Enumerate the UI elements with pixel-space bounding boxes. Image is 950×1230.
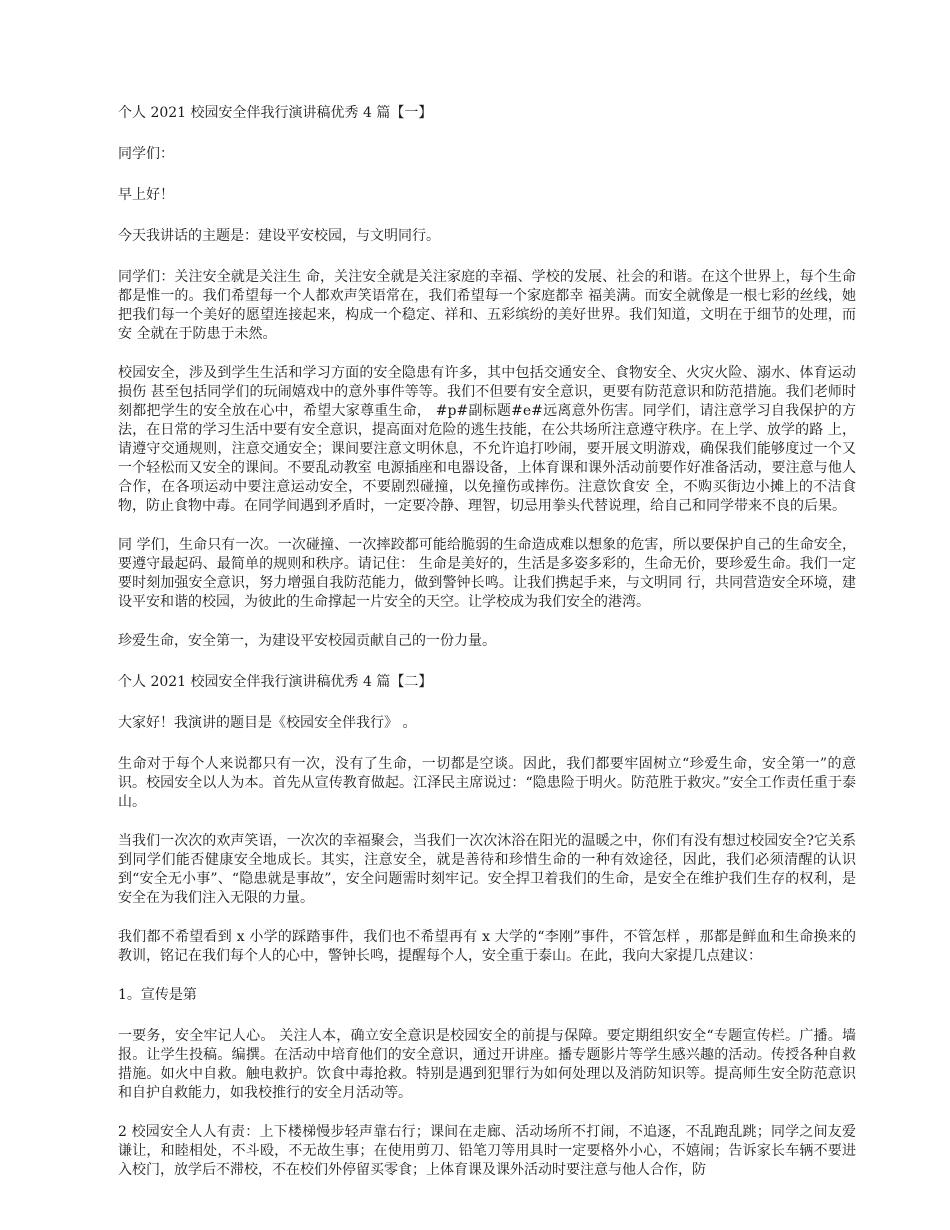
list-item-heading: 1。宣传是第	[118, 987, 197, 1003]
body-paragraph: 当我们一次次的欢声笑语，一次次的幸福聚会，当我们一次次沐浴在阳光的温暖之中，你们有没有想过校园安全?它关系到同学们能否健康安全地成长。其实，注意安全，就是善待和珍惜生命的一种有效途径，因此，我们必须清醒的认识到“安全无小事”、“隐患就是事故”，安全问题需时刻牢记。安全捍卫着我们的生命，是安全在维护我们生存的权利，是安全在为我们注入无限的力量。	[118, 833, 856, 906]
body-paragraph: 同学们：关注安全就是关注生 命，关注安全就是关注家庭的幸福、学校的发展、社会的和谐。在这个世界上，每个生命都是惟一的。我们希望每一个人都欢声笑语常在，我们希望每一个家庭都幸 福美满。而安全就像是一根七彩的丝线，她把我们每一个美好的愿望连接起来，构成一个稳定、祥和、五彩缤纷的美好世界。我们知道，文明在于细节的处理，而安 全就在于防患于未然。	[118, 269, 856, 342]
body-paragraph: 校园安全，涉及到学生生活和学习方面的安全隐患有许多，其中包括交通安全、食物安全、火灾火险、溺水、体育运动损伤 甚至包括同学们的玩闹嬉戏中的意外事件等等。我们不但要有安全意识，更要有防范意识和防范措施。我们老师时刻都把学生的安全放在心中，希望大家尊重生命， #p#副标题#e#远离意外伤害。同学们，请注意学习自我保护的方法，在日常的学习生活中要有安全意识，提高面对危险的逃生技能，在公共场所注意遵守秩序。在上学、放学的路 上，请遵守交通规则，注意交通安全；课间要注意文明休息，不允许追打吵闹，要开展文明游戏，确保我们能够度过一个又一个轻松而又安全的课间。不要乱动教室 电源插座和电器设备，上体育课和课外活动前要作好准备活动，要注意与他人合作，在各项运动中要注意运动安全，不要剧烈碰撞，以免撞伤或摔伤。注意饮食安 全，不购买街边小摊上的不洁食物，防止食物中毒。在同学间遇到矛盾时，一定要冷静、理智，切忌用拳头代替说理，给自己和同学带来不良的后果。	[118, 365, 856, 514]
closing-paragraph: 珍爱生命，安全第一，为建设平安校园贡献自己的一份力量。	[118, 633, 496, 649]
body-paragraph: 一要务，安全牢记人心。 关注人本，确立安全意识是校园安全的前提与保障。要定期组织安全“专题宣传栏。广播。墙报。让学生投稿。编撰。在活动中培育他们的安全意识，通过开讲座。播专题影片等学生感兴趣的活动。传授各种自救措施。如火中自救。触电救护。饮食中毒抢救。特别是遇到犯罪行为如何处理以及消防知识等。提高师生安全防范意识和自护自救能力，如我校推行的安全月活动等。	[118, 1028, 856, 1101]
body-paragraph: 我们都不希望看到 x 小学的踩踏事件，我们也不希望再有 x 大学的“李刚”事件，不管怎样 ，那都是鲜血和生命换来的教训，铭记在我们每个人的心中，警钟长鸣，提醒每个人，安全重于泰山。在此，我向大家提几点建议：	[118, 929, 856, 964]
intro-paragraph: 大家好！我演讲的题目是《校园安全伴我行》 。	[118, 715, 417, 731]
body-paragraph: 2 校园安全人人有责：上下楼梯慢步轻声靠右行；课间在走廊、活动场所不打闹，不追逐，不乱跑乱跳；同学之间友爱谦让，和睦相处，不斗殴，不无故生事；在使用剪刀、铅笔刀等用具时一定要格外小心，不嬉闹；告诉家长车辆不要进入校门，放学后不滞校，不在校们外停留买零食；上体育课及课外活动时要注意与他人合作，防	[118, 1124, 856, 1178]
body-paragraph: 生命对于每个人来说都只有一次，没有了生命，一切都是空谈。因此，我们都要牢固树立“珍爱生命，安全第一”的意识。校园安全以人为本。首先从宣传教育做起。江泽民主席说过：“隐患险于明火。防范胜于救灾。”安全工作责任重于泰山。	[118, 756, 856, 810]
greeting-paragraph: 早上好！	[118, 187, 174, 203]
section-heading-2: 个人 2021 校园安全伴我行演讲稿优秀 4 篇【二】	[118, 674, 433, 690]
section-heading-1: 个人 2021 校园安全伴我行演讲稿优秀 4 篇【一】	[118, 105, 433, 121]
salutation-paragraph: 同学们：	[118, 146, 174, 162]
body-paragraph: 同 学们，生命只有一次。一次碰撞、一次摔跤都可能给脆弱的生命造成难以想象的危害，所以要保护自己的生命安全，要遵守最起码、最简单的规则和秩序。请记住： 生命是美好的，生活是多姿多彩的，生命无价，要珍爱生命。我们一定要时刻加强安全意识，努力增强自我防范能力，做到警钟长鸣。让我们携起手来，与文明同 行，共同营造安全环境，建设平安和谐的校园，为彼此的生命撑起一片安全的天空。让学校成为我们安全的港湾。	[118, 537, 856, 610]
topic-paragraph: 今天我讲话的主题是：建设平安校园，与文明同行。	[118, 228, 440, 244]
document-body	[118, 104, 856, 1200]
